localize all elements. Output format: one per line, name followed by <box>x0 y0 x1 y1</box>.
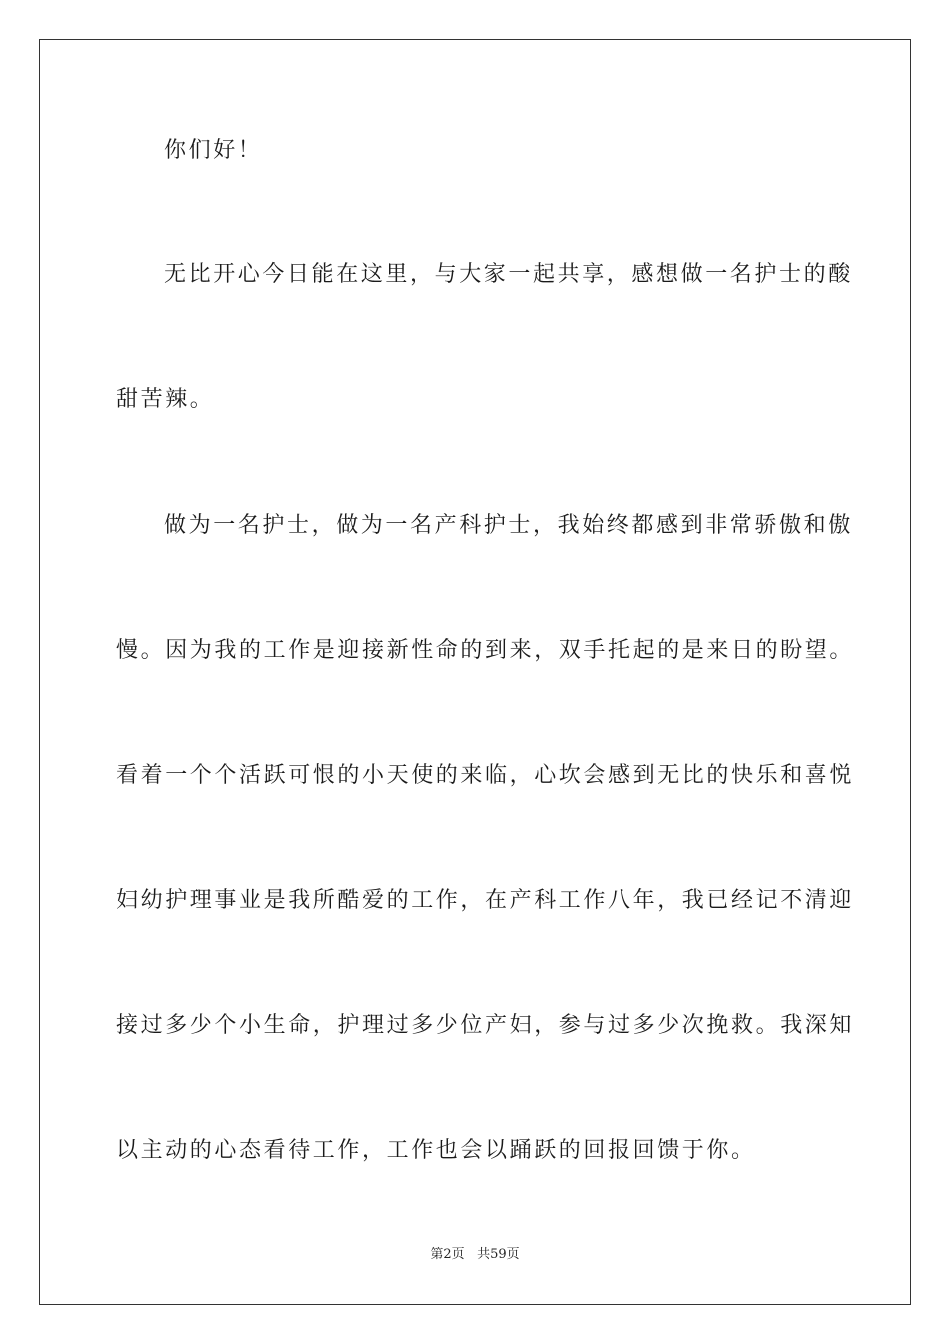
paragraph-2-line-2: 慢。因为我的工作是迎接新性命的到来，双手托起的是来日的盼望。 <box>116 638 855 663</box>
page-footer <box>0 1246 950 1264</box>
greeting-line: 你们好！ <box>164 138 263 163</box>
paragraph-3-line-3: 以主动的心态看待工作，工作也会以踊跃的回报回馈于你。 <box>116 1138 756 1163</box>
page-total: 共59页 <box>477 1247 520 1262</box>
paragraph-3-line-2: 接过多少个小生命，护理过多少位产妇，参与过多少次挽救。我深知 <box>116 1013 855 1038</box>
paragraph-3-line-1: 妇幼护理事业是我所酷爱的工作，在产科工作八年，我已经记不清迎 <box>116 888 855 913</box>
paragraph-1-line-1: 无比开心今日能在这里，与大家一起共享，感想做一名护士的酸 <box>164 262 853 287</box>
page-border <box>39 39 911 1305</box>
paragraph-1-line-2: 甜苦辣。 <box>116 387 215 412</box>
paragraph-2-line-1: 做为一名护士，做为一名产科护士，我始终都感到非常骄傲和傲 <box>164 513 853 538</box>
page-number: 第2页 <box>430 1247 465 1262</box>
paragraph-2-line-3: 看着一个个活跃可恨的小天使的来临，心坎会感到无比的快乐和喜悦 <box>116 763 855 788</box>
